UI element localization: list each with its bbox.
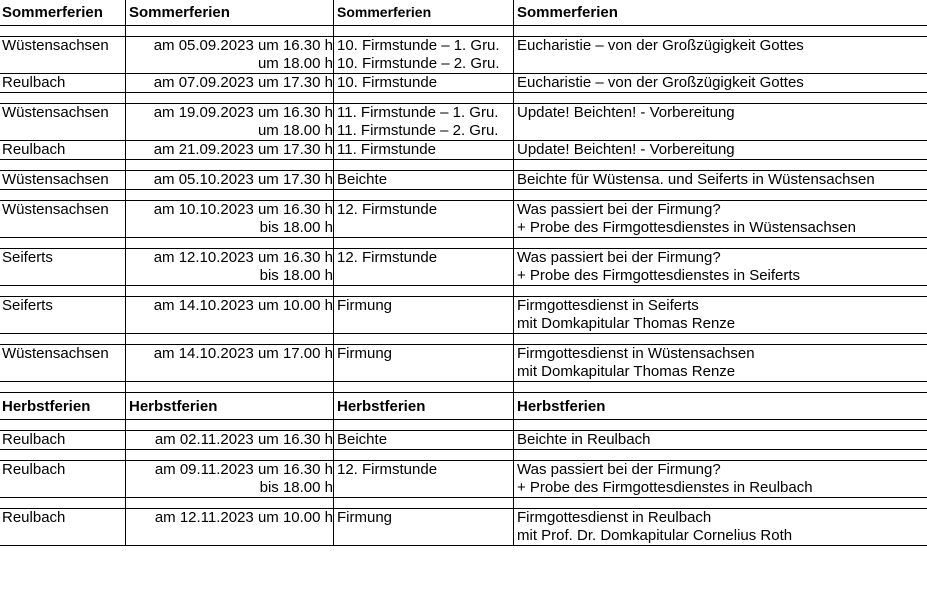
section-header-row <box>0 0 927 26</box>
table-row <box>0 37 927 74</box>
event-line: 11. Firmstunde – 2. Gru. <box>337 122 499 139</box>
date-cell <box>126 431 334 450</box>
section-header-cell: Herbstferien <box>334 393 514 420</box>
date-cell <box>126 297 334 334</box>
section-header-cell: Sommerferien <box>0 0 126 26</box>
topic-line: Update! Beichten! - Vorbereitung <box>517 141 735 158</box>
spacer-row <box>0 420 927 431</box>
date-line: am 09.11.2023 um 16.30 h <box>154 461 333 478</box>
place-cell: Reulbach <box>0 74 126 93</box>
spacer-row <box>0 286 927 297</box>
spacer-row <box>0 93 927 104</box>
table-row <box>0 297 927 334</box>
section-header-cell: Sommerferien <box>126 0 334 26</box>
event-line: 12. Firmstunde <box>337 461 438 478</box>
topic-cell <box>514 141 927 160</box>
topic-line: Beichte in Reulbach <box>517 431 651 448</box>
topic-cell <box>514 431 927 450</box>
section-header-cell: Herbstferien <box>126 393 334 420</box>
topic-line: mit Domkapitular Thomas Renze <box>517 315 736 332</box>
date-line: um 18.00 h <box>257 55 333 72</box>
date-cell <box>126 461 334 498</box>
spacer-row <box>0 238 927 249</box>
date-line: am 14.10.2023 um 17.00 h <box>153 345 333 362</box>
place-cell: Seiferts <box>0 297 126 334</box>
topic-line: + Probe des Firmgottesdienstes in Reulbach <box>517 479 813 496</box>
event-cell <box>334 104 514 141</box>
section-header-cell: Herbstferien <box>514 393 927 420</box>
topic-cell <box>514 37 927 74</box>
place-cell: Reulbach <box>0 431 126 450</box>
date-cell <box>126 74 334 93</box>
event-line: 11. Firmstunde <box>337 141 436 158</box>
place-cell: Seiferts <box>0 249 126 286</box>
place-cell: Wüstensachsen <box>0 37 126 74</box>
topic-cell <box>514 171 927 190</box>
date-cell <box>126 141 334 160</box>
topic-line: + Probe des Firmgottesdienstes in Wüstensachsen <box>517 219 856 236</box>
date-line: bis 18.00 h <box>259 267 333 284</box>
topic-line: Was passiert bei der Firmung? <box>517 249 721 266</box>
topic-line: + Probe des Firmgottesdienstes in Seiferts <box>517 267 801 284</box>
event-cell <box>334 509 514 546</box>
date-line: am 12.11.2023 um 10.00 h <box>154 509 333 526</box>
date-line: bis 18.00 h <box>259 219 333 236</box>
spacer-row <box>0 190 927 201</box>
date-line: am 21.09.2023 um 17.30 h <box>153 141 333 158</box>
event-line: Beichte <box>337 431 388 448</box>
section-header-row <box>0 393 927 420</box>
event-cell <box>334 141 514 160</box>
date-cell <box>126 249 334 286</box>
place-cell: Wüstensachsen <box>0 201 126 238</box>
date-cell <box>126 171 334 190</box>
topic-line: Was passiert bei der Firmung? <box>517 461 721 478</box>
topic-line: mit Domkapitular Thomas Renze <box>517 363 736 380</box>
table-row <box>0 201 927 238</box>
event-line: Firmung <box>337 297 393 314</box>
date-line: am 05.10.2023 um 17.30 h <box>153 171 333 188</box>
topic-line: Update! Beichten! - Vorbereitung <box>517 104 735 121</box>
topic-line: Beichte für Wüstensa. und Seiferts in Wüstensachsen <box>517 171 875 188</box>
topic-line: Was passiert bei der Firmung? <box>517 201 721 218</box>
date-line: am 02.11.2023 um 16.30 h <box>154 431 333 448</box>
place-cell: Reulbach <box>0 141 126 160</box>
place-cell: Wüstensachsen <box>0 345 126 382</box>
event-cell <box>334 171 514 190</box>
spacer-row <box>0 26 927 37</box>
topic-line: Firmgottesdienst in Seiferts <box>517 297 699 314</box>
date-line: am 07.09.2023 um 17.30 h <box>153 74 333 91</box>
table-row <box>0 104 927 141</box>
event-cell <box>334 249 514 286</box>
table-row <box>0 431 927 450</box>
event-line: Beichte <box>337 171 388 188</box>
date-line: am 19.09.2023 um 16.30 h <box>153 104 333 121</box>
date-cell <box>126 201 334 238</box>
spacer-row <box>0 334 927 345</box>
place-cell: Reulbach <box>0 461 126 498</box>
topic-line: Firmgottesdienst in Reulbach <box>517 509 712 526</box>
topic-cell <box>514 201 927 238</box>
section-header-cell: Sommerferien <box>334 0 514 26</box>
date-cell <box>126 37 334 74</box>
topic-line: mit Prof. Dr. Domkapitular Cornelius Roth <box>517 527 793 544</box>
table-row <box>0 509 927 546</box>
topic-cell <box>514 104 927 141</box>
table-row <box>0 74 927 93</box>
event-cell <box>334 297 514 334</box>
date-line: um 18.00 h <box>257 122 333 139</box>
topic-line: Eucharistie – von der Großzügigkeit Gottes <box>517 74 804 91</box>
place-cell: Reulbach <box>0 509 126 546</box>
event-cell <box>334 74 514 93</box>
table-row <box>0 141 927 160</box>
section-header-cell: Herbstferien <box>0 393 126 420</box>
place-cell: Wüstensachsen <box>0 104 126 141</box>
date-line: am 14.10.2023 um 10.00 h <box>153 297 333 314</box>
event-line: 10. Firmstunde – 1. Gru. <box>337 37 500 54</box>
event-cell <box>334 37 514 74</box>
topic-line: Firmgottesdienst in Wüstensachsen <box>517 345 755 362</box>
topic-cell <box>514 249 927 286</box>
date-cell <box>126 509 334 546</box>
date-line: am 05.09.2023 um 16.30 h <box>153 37 333 54</box>
topic-cell <box>514 509 927 546</box>
spacer-row <box>0 498 927 509</box>
spacer-row <box>0 160 927 171</box>
date-line: am 10.10.2023 um 16.30 h <box>153 201 333 218</box>
spacer-row <box>0 450 927 461</box>
place-cell: Wüstensachsen <box>0 171 126 190</box>
date-line: bis 18.00 h <box>259 479 333 496</box>
event-cell <box>334 431 514 450</box>
event-cell <box>334 345 514 382</box>
date-line: am 12.10.2023 um 16.30 h <box>153 249 333 266</box>
event-line: 12. Firmstunde <box>337 249 438 266</box>
event-line: 12. Firmstunde <box>337 201 438 218</box>
topic-cell <box>514 297 927 334</box>
topic-cell <box>514 461 927 498</box>
event-cell <box>334 461 514 498</box>
table-row <box>0 345 927 382</box>
event-line: Firmung <box>337 345 393 362</box>
event-cell <box>334 201 514 238</box>
topic-cell <box>514 74 927 93</box>
topic-cell <box>514 345 927 382</box>
spacer-row <box>0 382 927 393</box>
date-cell <box>126 104 334 141</box>
table-row <box>0 461 927 498</box>
event-line: Firmung <box>337 509 393 526</box>
event-line: 10. Firmstunde – 2. Gru. <box>337 55 500 72</box>
date-cell <box>126 345 334 382</box>
topic-line: Eucharistie – von der Großzügigkeit Gottes <box>517 37 804 54</box>
event-line: 10. Firmstunde <box>337 74 438 91</box>
event-line: 11. Firmstunde – 1. Gru. <box>337 104 499 121</box>
section-header-cell: Sommerferien <box>514 0 927 26</box>
table-row <box>0 171 927 190</box>
table-row <box>0 249 927 286</box>
